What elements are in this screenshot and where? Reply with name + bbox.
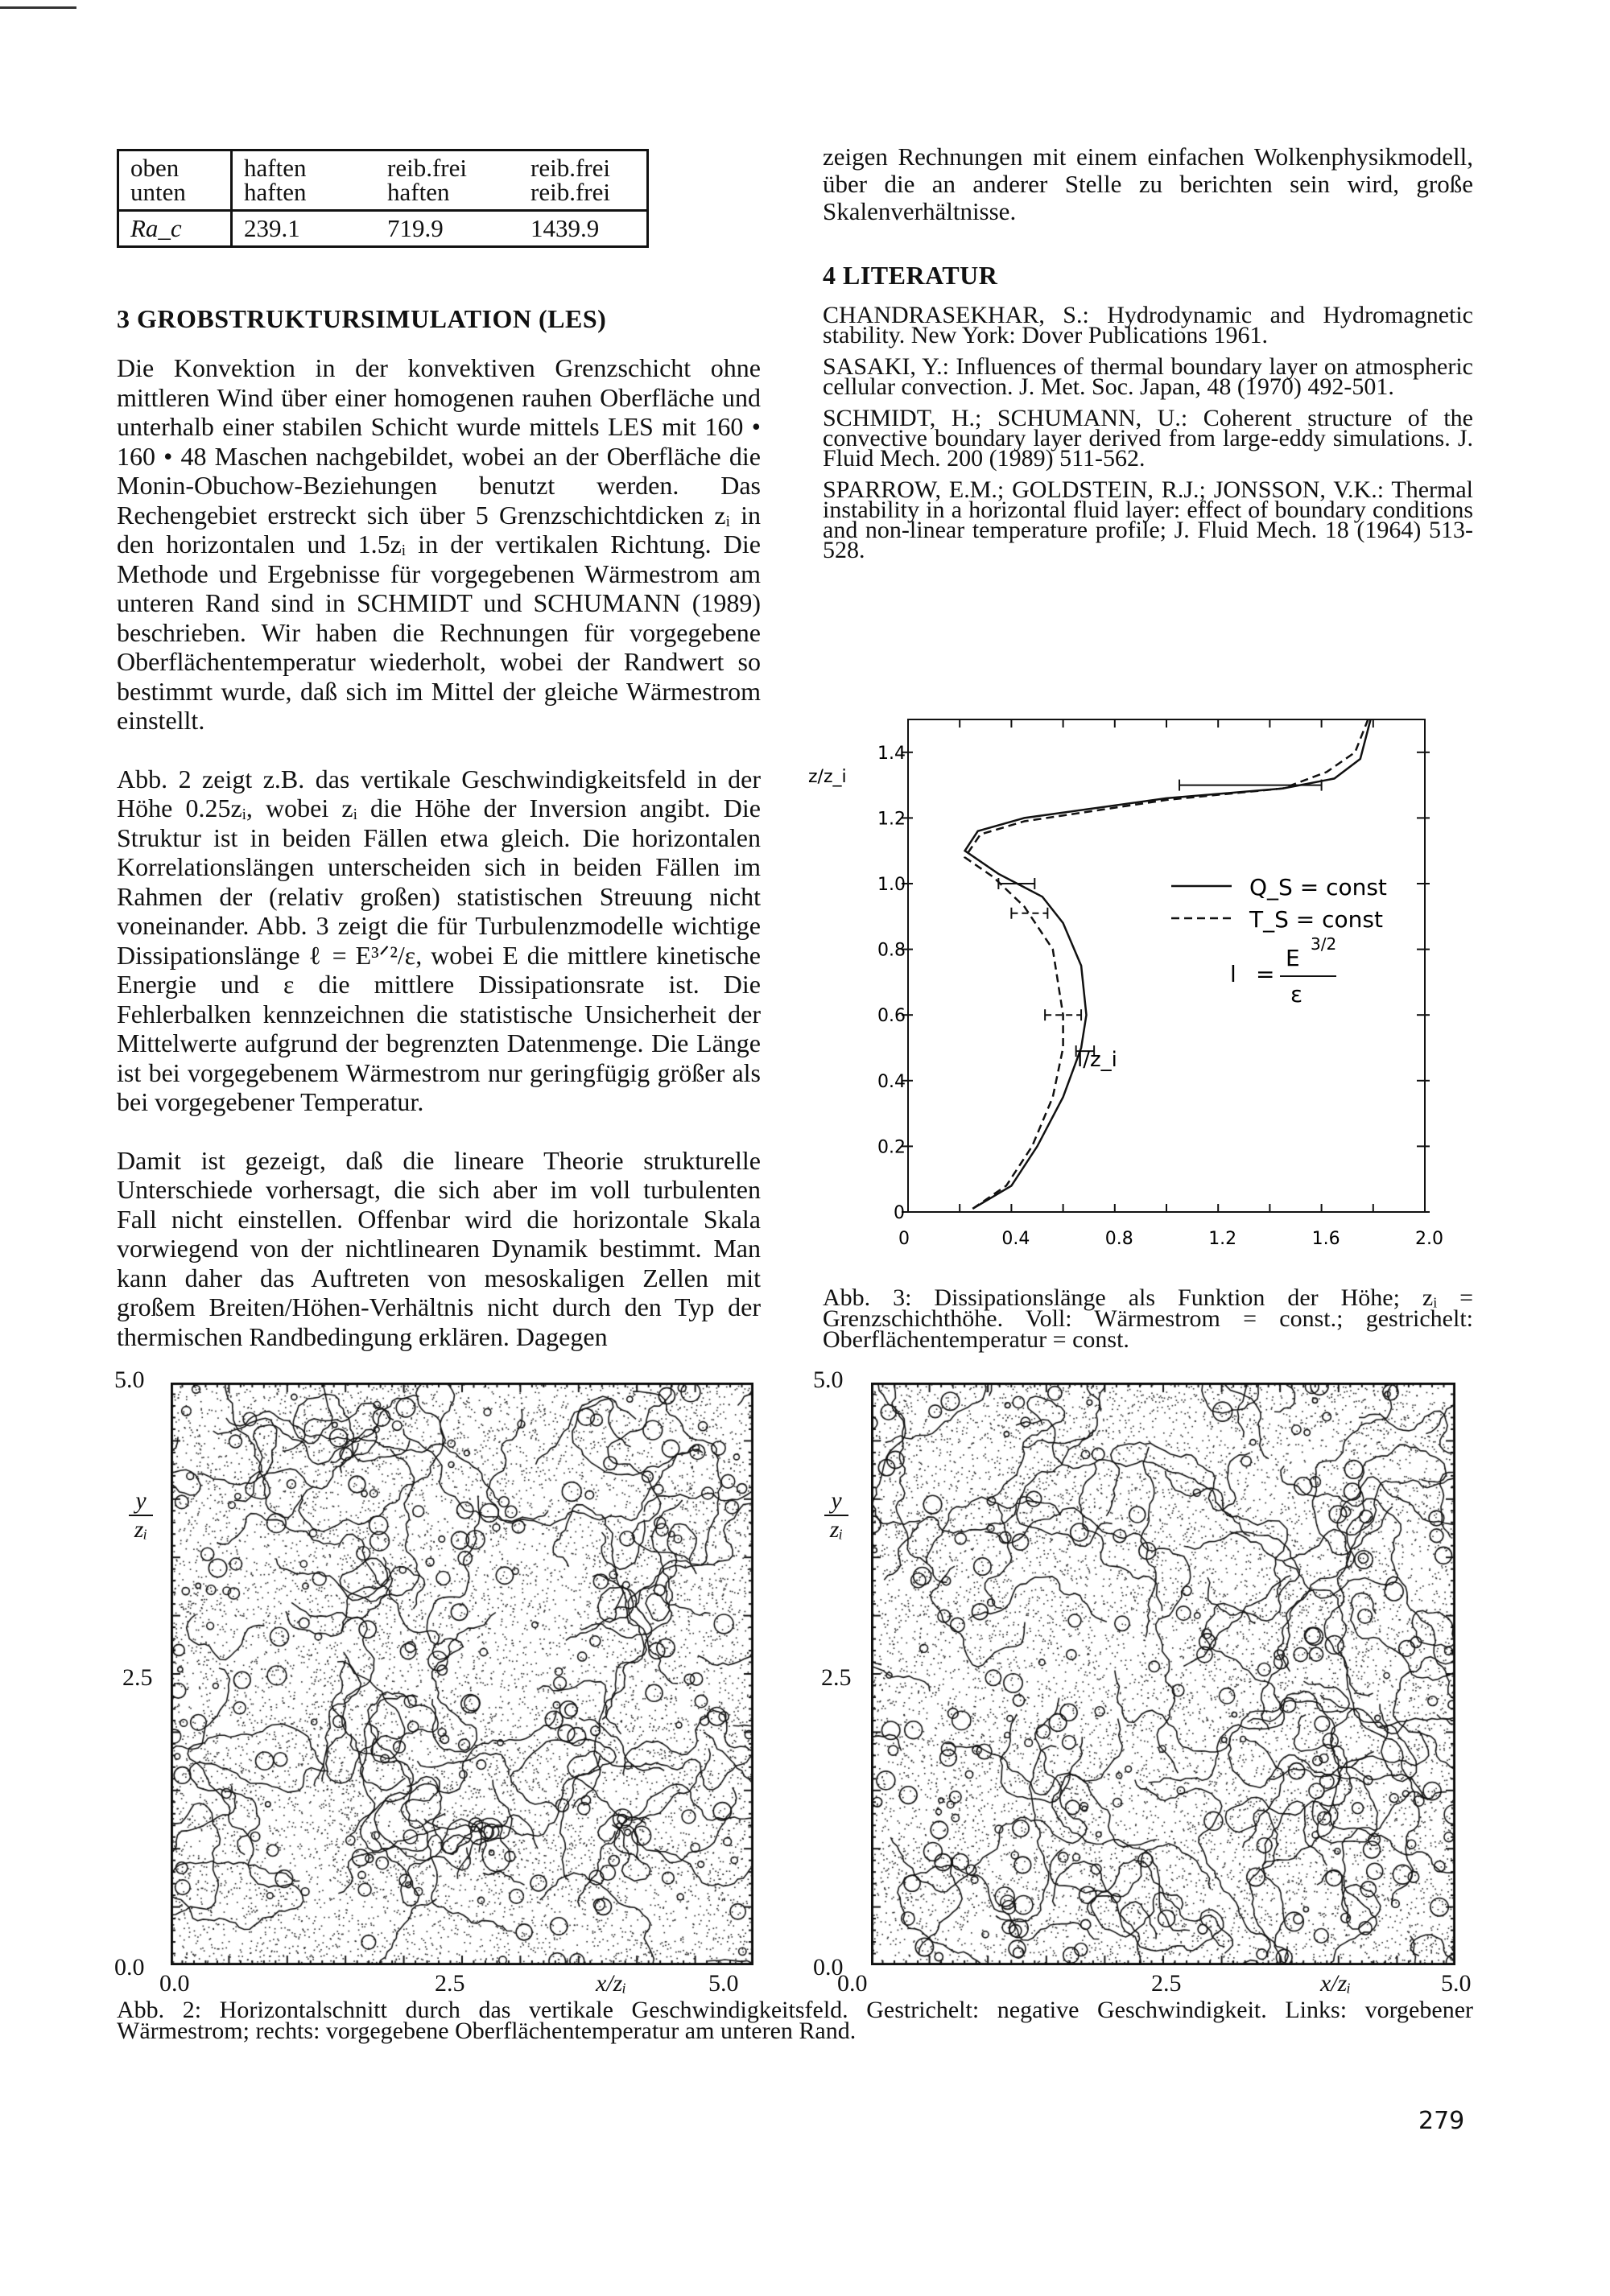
series-line-ts	[965, 719, 1368, 1209]
x-tick-label: 2.0	[1415, 1229, 1443, 1249]
plot-frame	[908, 719, 1425, 1212]
reference-item: SASAKI, Y.: Influences of thermal boundary layer on atmospheric cellular convection. J. Met. Soc. Japan, 48 (1970) 492-501.	[823, 353, 1473, 400]
y-label-den: zᵢ	[829, 1516, 844, 1543]
right-column	[823, 143, 1473, 571]
y-tick-label: 0.4	[877, 1071, 906, 1092]
y-tick-label: 0.0	[114, 1954, 145, 1981]
cell-text: reib.frei	[530, 178, 610, 206]
critical-rayleigh-table	[117, 149, 649, 248]
paragraph: Die Konvektion in der konvektiven Grenzschicht ohne mittleren Wind über einer homogenen rauhen Oberfläche und unterhalb einer stabilen Schicht wurde mittels LES mit 160 • 160 • 48 Maschen nachgebildet, wobei an der Oberfläche die Monin-Obuchow-Beziehungen benutzt werden. Das Rechengebiet erstreckt sich über 5 Grenzschichtdicken zᵢ in den horizontalen und 1.5zᵢ in der vertikalen Richtung. Die Methode und Ergebnisse für vorgegebenen Wärmestrom am unteren Rand sind in SCHMIDT und SCHUMANN (1989) beschrieben. Wir haben die Rechnungen für vorgegebene Oberflächentemperatur wiederholt, wobei der Randwert so bestimmt wurde, daß sich im Mittel der gleiche Wärmestrom einstellt.	[117, 353, 761, 735]
legend-label-qs: Q_S = const	[1249, 874, 1387, 901]
formula-denominator: ε	[1290, 981, 1303, 1008]
cell-text: reib.frei	[530, 154, 610, 182]
x-axis-label: x/zᵢ	[596, 1970, 627, 1997]
series-line-qs	[965, 719, 1371, 1209]
cell-text: haften	[244, 154, 307, 182]
cell-text: haften	[244, 178, 307, 206]
table-cell	[376, 150, 519, 211]
x-axis-label: x/zᵢ	[1320, 1970, 1352, 1997]
table-row	[118, 211, 648, 247]
reference-list	[823, 302, 1473, 563]
x-tick-label: 1.6	[1311, 1229, 1340, 1249]
figure-2-caption: Abb. 2: Horizontalschnitt durch das vertikale Geschwindigkeitsfeld. Gestrichelt: negative Geschwindigkeit. Links: vorgebener Wärmestrom; rechts: vorgegebene Oberflächentemperatur am unteren Rand.	[117, 1997, 1473, 2044]
y-axis-label	[824, 1487, 848, 1544]
table-cell	[118, 150, 232, 211]
x-tick-label: 0.8	[1104, 1229, 1133, 1249]
x-tick-label: 2.5	[1151, 1970, 1182, 1997]
section-heading: 3 GROBSTRUKTURSIMULATION (LES)	[117, 304, 607, 333]
table-cell	[519, 150, 648, 211]
y-tick-label: 0.8	[877, 940, 906, 961]
legend-label-ts: T_S = const	[1249, 906, 1383, 933]
cell-text: reib.frei	[387, 154, 467, 182]
y-tick-label: 5.0	[813, 1366, 844, 1393]
y-axis-label: z/z_i	[808, 767, 847, 787]
contour-plot-right	[871, 1383, 1455, 1965]
x-tick-label: 2.5	[435, 1970, 465, 1997]
dissipation-length-chart	[805, 708, 1497, 1272]
x-tick-label: 0.4	[1001, 1229, 1030, 1249]
figure-3-caption: Abb. 3: Dissipationslänge als Funktion der Höhe; zᵢ = Grenzschichthöhe. Voll: Wärmestrom = const.; gestrichelt: Oberflächentemperatur = const.	[823, 1284, 1473, 1353]
y-axis-label	[129, 1487, 153, 1544]
formula-exponent: 3/2	[1311, 934, 1337, 954]
x-tick-label: 0.0	[837, 1970, 868, 1997]
y-tick-label: 0.2	[877, 1137, 906, 1158]
y-tick-label: 0.0	[813, 1954, 844, 1981]
y-tick-label: 2.5	[122, 1664, 153, 1691]
table-row	[118, 150, 648, 211]
legend	[1171, 874, 1387, 933]
formula-lhs: l	[1230, 961, 1236, 987]
paragraph: Damit ist gezeigt, daß die lineare Theorie strukturelle Unterschiede vorhersagt, die sich aber im voll turbulenten Fall nicht einstellen. Offenbar wird die horizontale Skala vorwiegend von der nichtlinearen Dynamik bestimmt. Man kann daher das Auftreten von mesoskaligen Zellen mit großem Breiten/Höhen-Verhältnis nicht durch den Typ der thermischen Randbedingung erklären. Dagegen	[117, 1145, 761, 1351]
y-tick-label: 1.2	[877, 809, 906, 830]
paragraph: Abb. 2 zeigt z.B. das vertikale Geschwindigkeitsfeld in der Höhe 0.25zᵢ, wobei zᵢ die Höhe der Inversion angibt. Die Struktur ist in beiden Fällen etwa gleich. Die horizontalen Korrelationslängen unterscheiden sich in beiden Fällen im Rahmen der (relativ großen) statistischen Streuung nicht voneinander. Abb. 3 zeigt die für Turbulenzmodelle wichtige Dissipationslänge ℓ = E³ᐟ²/ε, wobei E die mittlere kinetische Energie und ε die mittlere Dissipationsrate ist. Die Fehlerbalken kennzeichnen die statistische Unsicherheit der Mittelwerte aufgrund der begrenzten Datenmenge. Die Länge ist bei vorgegebenem Wärmestrom nur geringfügig größer als bei vorgegebener Temperatur.	[117, 764, 761, 1116]
x-tick-label: 0	[898, 1229, 910, 1249]
left-column	[117, 304, 761, 1351]
scan-edge-mark	[0, 6, 76, 9]
y-label-den: zᵢ	[134, 1516, 148, 1543]
page-number: 279	[1418, 2107, 1465, 2135]
x-axis-label: l/z_i	[1077, 1048, 1117, 1072]
y-label-num: y	[824, 1487, 848, 1516]
contour-plot-left	[171, 1383, 753, 1965]
reference-item: CHANDRASEKHAR, S.: Hydrodynamic and Hydromagnetic stability. New York: Dover Publications 1961.	[823, 302, 1473, 348]
row-label: unten	[130, 178, 186, 206]
x-tick-label: 1.2	[1208, 1229, 1237, 1249]
y-tick-label: 2.5	[821, 1664, 852, 1691]
reference-item: SCHMIDT, H.; SCHUMANN, U.: Coherent structure of the convective boundary layer derived from large-eddy simulations. J. Fluid Mech. 200 (1989) 511-562.	[823, 405, 1473, 472]
y-label-num: y	[129, 1487, 153, 1516]
table-cell: 239.1	[232, 211, 377, 247]
section-heading: 4 LITERATUR	[823, 261, 998, 290]
table-cell	[232, 150, 377, 211]
table-cell: 719.9	[376, 211, 519, 247]
reference-item: SPARROW, E.M.; GOLDSTEIN, R.J.; JONSSON, V.K.: Thermal instability in a horizontal fluid layer: effect of boundary conditions and non-linear temperature profile; J. Fluid Mech. 18 (1964) 513-528.	[823, 476, 1473, 563]
y-tick-label: 5.0	[114, 1366, 145, 1393]
y-tick-label: 0.6	[877, 1006, 906, 1027]
y-tick-label: 1.0	[877, 875, 906, 895]
row-label: oben	[130, 154, 180, 182]
x-tick-label: 5.0	[708, 1970, 739, 1997]
x-tick-label: 0.0	[159, 1970, 190, 1997]
x-tick-label: 5.0	[1441, 1970, 1472, 1997]
cell-text: haften	[387, 178, 450, 206]
formula	[1230, 934, 1336, 1008]
table-cell: Ra_c	[118, 211, 232, 247]
y-tick-label: 0	[894, 1203, 905, 1223]
formula-numerator: E	[1286, 945, 1300, 971]
y-tick-label: 1.4	[877, 743, 906, 764]
formula-eq: =	[1256, 961, 1275, 987]
table-cell: 1439.9	[519, 211, 648, 247]
paragraph: zeigen Rechnungen mit einem einfachen Wolkenphysikmodell, über die an anderer Stelle zu berichten sein wird, große Skalenverhältnisse.	[823, 142, 1473, 225]
